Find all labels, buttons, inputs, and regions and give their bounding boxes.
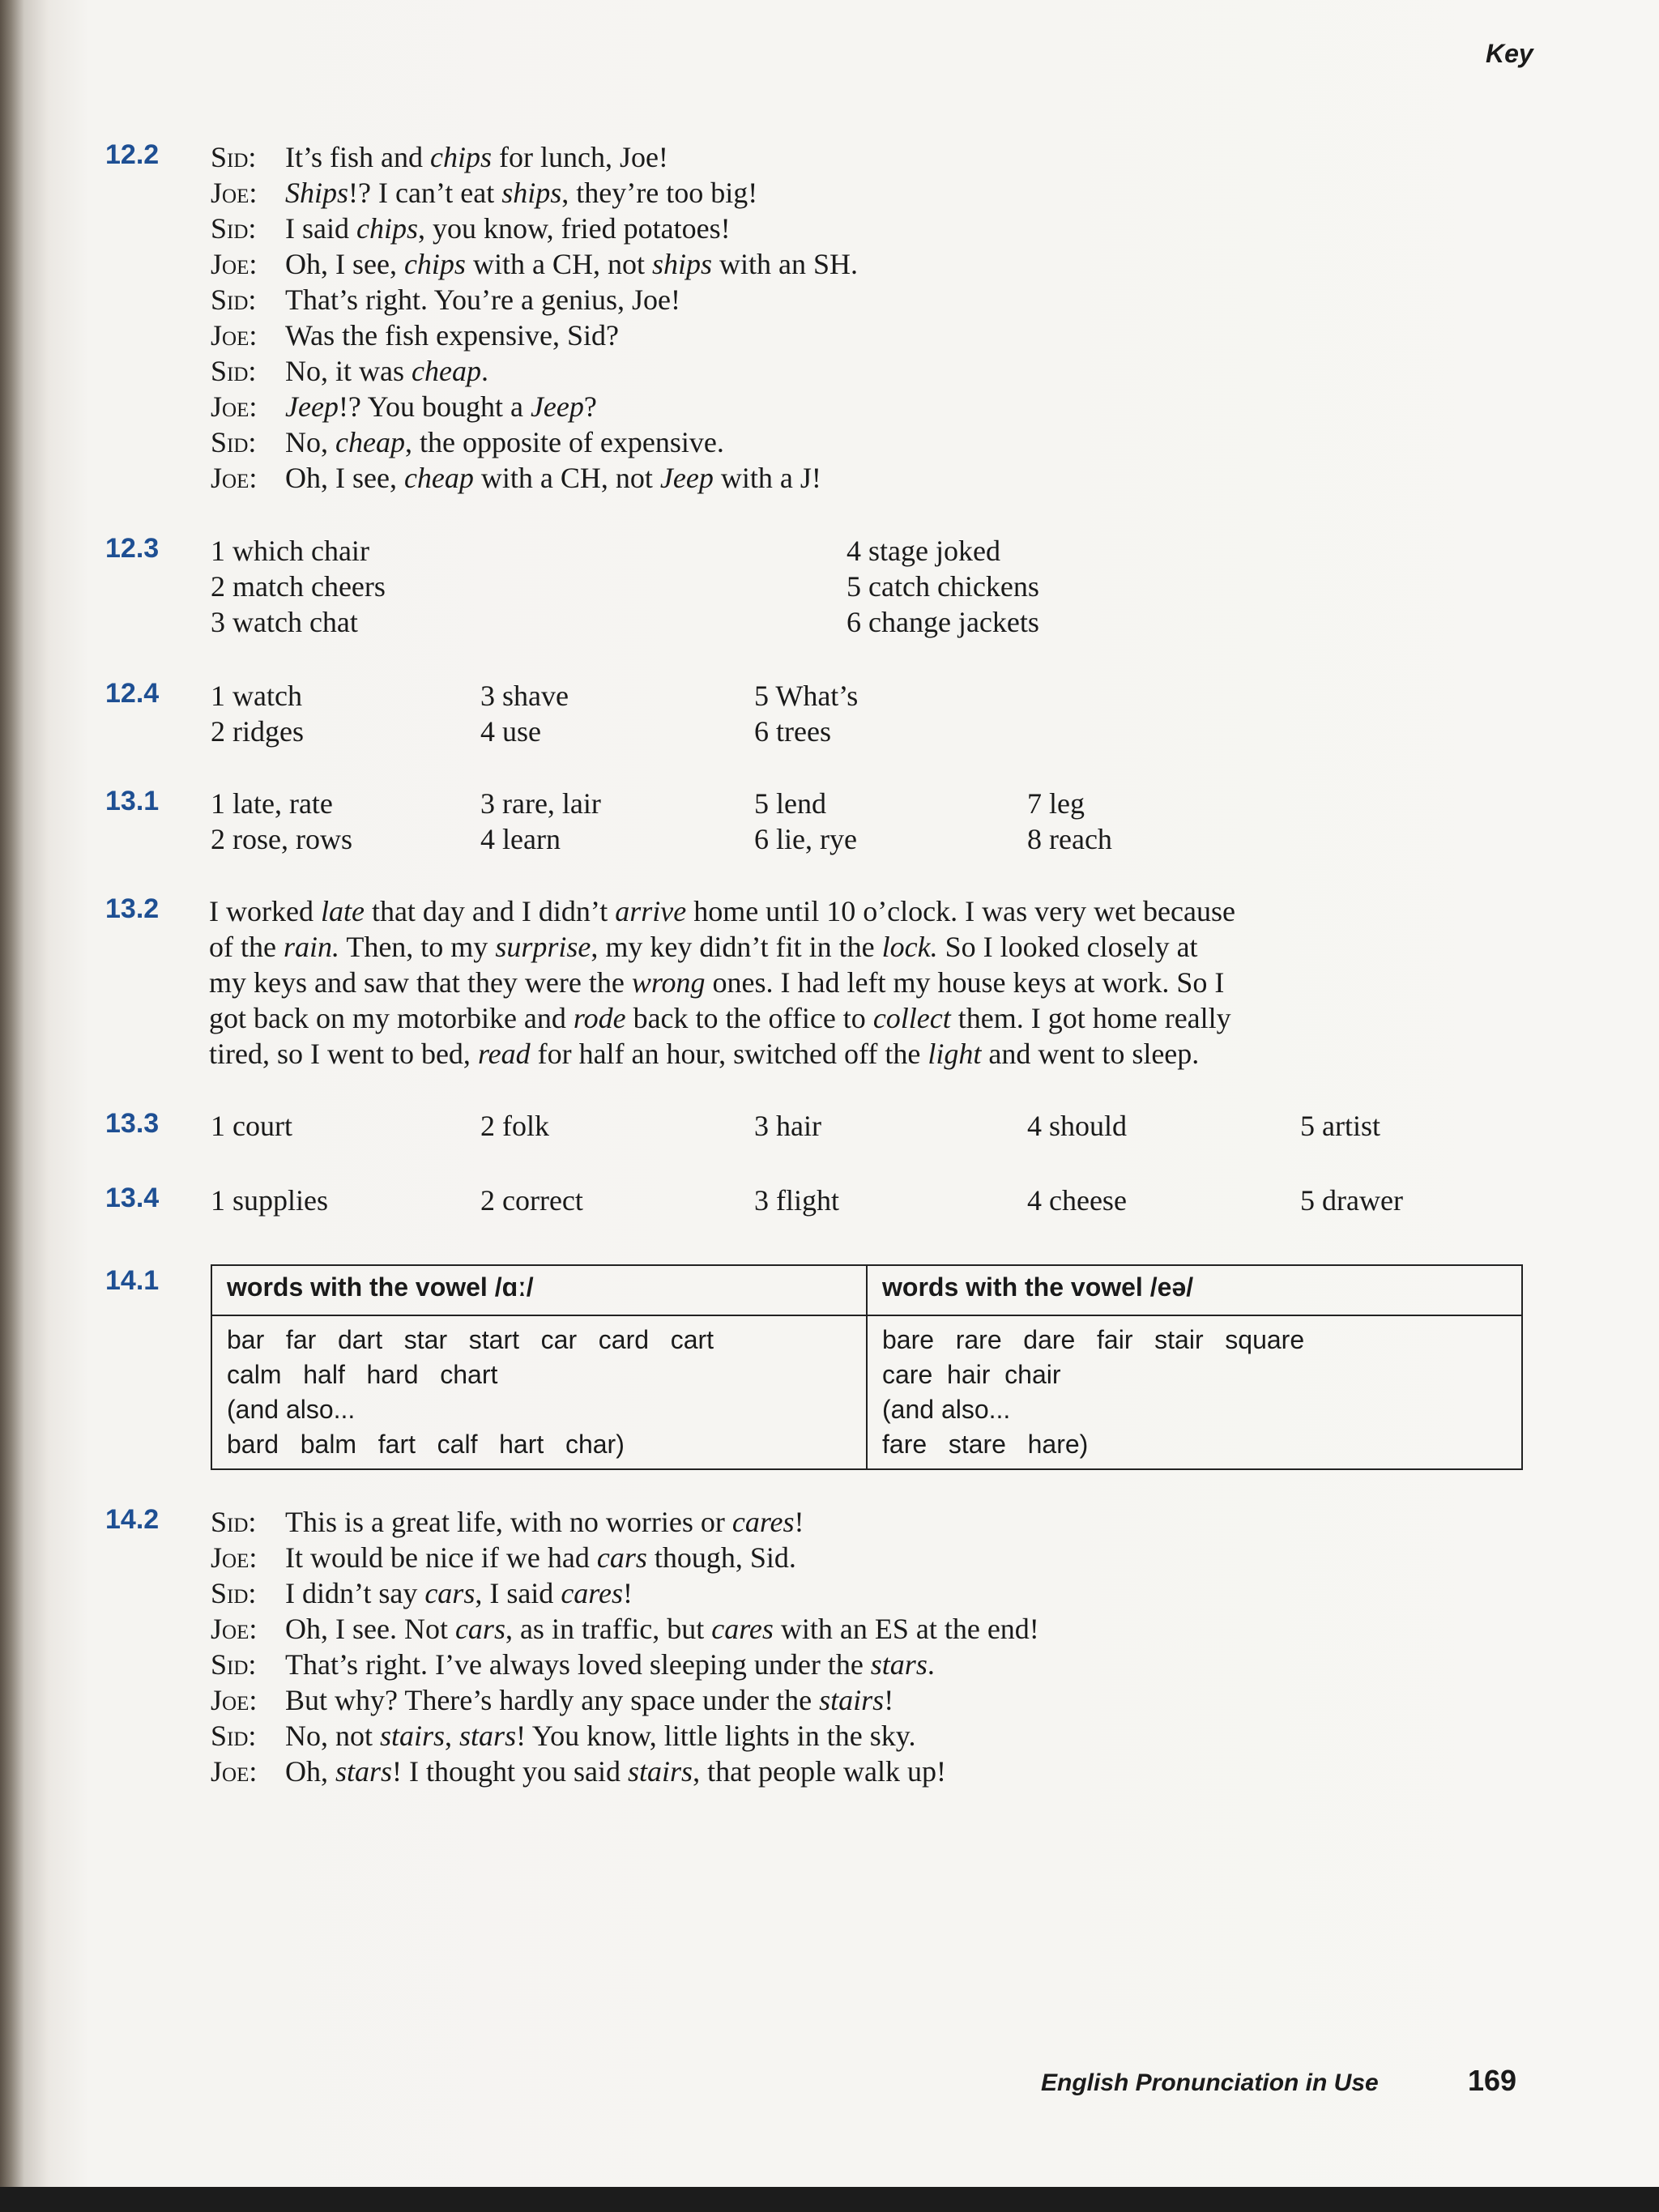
dialogue-line [211, 389, 597, 424]
paragraph-line [209, 893, 1424, 929]
answer-13-4-3: 3 flight [754, 1184, 839, 1217]
page-number: 169 [1468, 2064, 1517, 2097]
italic-word: wrong [631, 966, 706, 999]
italic-word: Jeep [530, 390, 584, 423]
text-run: with a J! [713, 462, 821, 494]
vowel-a-row-2: calm half hard chart [227, 1360, 498, 1389]
italic-word: stars [335, 1755, 393, 1788]
italic-word: stars [870, 1648, 928, 1681]
section-number-12-2: 12.2 [105, 139, 160, 170]
text-run: It’s fish and [285, 141, 430, 173]
italic-word: ships [501, 177, 562, 209]
text-run: that day and I didn’t [364, 895, 616, 927]
dialogue-line [211, 318, 619, 353]
text-run: got back on my motorbike and [209, 1002, 574, 1034]
dialogue-line [211, 353, 488, 389]
answer-12-4-3: 3 shave [480, 680, 569, 712]
answer-13-1-6: 6 lie, rye [754, 823, 857, 855]
speaker-label: Sid: [211, 212, 257, 245]
answer-13-3-5: 5 artist [1300, 1110, 1380, 1142]
italic-word: rode [573, 1002, 626, 1034]
dialogue-line [211, 211, 731, 246]
vowel-a-row-3: (and also... [227, 1395, 356, 1424]
answer-13-4-5: 5 drawer [1300, 1184, 1403, 1217]
speaker-label: Joe: [211, 1755, 258, 1788]
text-run: , they’re too big! [561, 177, 758, 209]
answer-13-3-2: 2 folk [480, 1110, 549, 1142]
text-run: Oh, [285, 1755, 335, 1788]
text-run: , the opposite of expensive. [404, 426, 724, 458]
speaker-label: Joe: [211, 1541, 258, 1574]
text-run: for lunch, Joe! [491, 141, 668, 173]
paragraph-line [209, 1036, 1424, 1072]
text-run: for half an hour, switched off the [530, 1038, 928, 1070]
text-run: my keys and saw that they were the [209, 966, 632, 999]
text-run: Oh, I see, [285, 462, 404, 494]
italic-word: rain. [283, 931, 339, 963]
text-run: I worked [209, 895, 321, 927]
text-run: ! [884, 1684, 894, 1716]
italic-word: Jeep [659, 462, 714, 494]
text-run: , as in traffic, but [505, 1613, 712, 1645]
answer-12-4-6: 6 trees [754, 715, 831, 748]
text-run: ones. I had left my house keys at work. So I [705, 966, 1225, 999]
dialogue-line [211, 282, 680, 318]
answer-12-4-4: 4 use [480, 715, 541, 748]
text-run: with a CH, not [465, 248, 652, 280]
speaker-label: Sid: [211, 1577, 257, 1609]
section-number-12-4: 12.4 [105, 678, 160, 709]
answer-13-1-8: 8 reach [1027, 823, 1112, 855]
text-run: This is a great life, with no worries or [285, 1506, 732, 1538]
text-run: them. I got home really [950, 1002, 1231, 1034]
vowel-ea-row-2: care hair chair [882, 1360, 1061, 1389]
italic-word: cars [454, 1613, 505, 1645]
text-run: , that people walk up! [693, 1755, 946, 1788]
answer-12-4-1: 1 watch [211, 680, 302, 712]
dialogue-line [211, 246, 858, 282]
speaker-label: Joe: [211, 177, 258, 209]
text-run: . [927, 1648, 935, 1681]
answer-12-3-5: 5 catch chickens [847, 570, 1039, 603]
speaker-label: Sid: [211, 283, 257, 316]
dialogue-line [211, 1718, 915, 1754]
text-run: , [445, 1720, 460, 1752]
dialogue-line [211, 1540, 796, 1575]
answer-13-3-4: 4 should [1027, 1110, 1128, 1142]
text-run: home until 10 o’clock. I was very wet because [686, 895, 1235, 927]
speaker-label: Sid: [211, 1720, 257, 1752]
italic-word: read [477, 1038, 531, 1070]
vowel-table-header-ea: words with the vowel /eə/ [867, 1265, 1522, 1315]
answer-13-3-3: 3 hair [754, 1110, 821, 1142]
page-bottom-edge [0, 2187, 1659, 2212]
italic-word: chips [403, 248, 466, 280]
vowel-ea-row-1: bare rare dare fair stair square [882, 1325, 1305, 1354]
answer-13-1-7: 7 leg [1027, 787, 1085, 820]
paragraph-line [209, 929, 1424, 965]
vowel-table [211, 1264, 1523, 1470]
section-number-13-1: 13.1 [105, 786, 160, 816]
speaker-label: Sid: [211, 141, 257, 173]
section-number-13-4: 13.4 [105, 1183, 160, 1213]
dialogue-line [211, 424, 724, 460]
section-number-13-2: 13.2 [105, 893, 160, 924]
text-run: with an ES at the end! [773, 1613, 1039, 1645]
text-run: of the [209, 931, 284, 963]
italic-word: cares [731, 1506, 795, 1538]
text-run: with an SH. [711, 248, 858, 280]
text-run: No, [285, 426, 335, 458]
dialogue-line [211, 1611, 1039, 1647]
italic-word: stairs [628, 1755, 693, 1788]
section-number-12-3: 12.3 [105, 533, 160, 564]
answer-12-3-1: 1 which chair [211, 535, 369, 567]
italic-word: cheap [335, 426, 405, 458]
italic-word: cheap [403, 462, 474, 494]
dialogue-line [211, 175, 757, 211]
speaker-label: Sid: [211, 1506, 257, 1538]
italic-word: light [928, 1038, 982, 1070]
answer-12-3-3: 3 watch chat [211, 606, 358, 638]
text-run: No, it was [285, 355, 412, 387]
italic-word: arrive [615, 895, 687, 927]
italic-word: surprise [495, 931, 591, 963]
answer-13-1-3: 3 rare, lair [480, 787, 601, 820]
text-run: !? I can’t eat [348, 177, 502, 209]
italic-word: stairs [380, 1720, 446, 1752]
text-run: tired, so I went to bed, [209, 1038, 478, 1070]
text-run: Then, to my [339, 931, 496, 963]
vowel-table-cell-ea [867, 1315, 1522, 1469]
answer-13-1-4: 4 learn [480, 823, 561, 855]
vowel-a-row-1: bar far dart star start car card cart [227, 1325, 714, 1354]
text-run: That’s right. You’re a genius, Joe! [285, 283, 680, 316]
text-run: No, not [285, 1720, 380, 1752]
speaker-label: Joe: [211, 1684, 258, 1716]
speaker-label: Joe: [211, 319, 258, 352]
dialogue-line [211, 1682, 893, 1718]
text-run: though, Sid. [646, 1541, 796, 1574]
italic-word: stars [459, 1720, 517, 1752]
answer-12-3-6: 6 change jackets [847, 606, 1039, 638]
answer-13-4-4: 4 cheese [1027, 1184, 1127, 1217]
text-run: ? [583, 390, 597, 423]
text-run: ! You know, little lights in the sky. [516, 1720, 916, 1752]
answer-13-3-1: 1 court [211, 1110, 292, 1142]
italic-word: chips [356, 212, 418, 245]
text-run: Oh, I see, [285, 248, 404, 280]
text-run: Was the fish expensive, Sid? [285, 319, 620, 352]
text-run: ! I thought you said [392, 1755, 629, 1788]
vowel-table-header-a: words with the vowel /ɑː/ [211, 1265, 867, 1315]
answer-13-4-2: 2 correct [480, 1184, 583, 1217]
vowel-a-row-4: bard balm fart calf hart char) [227, 1430, 625, 1459]
text-run: I said [285, 212, 356, 245]
text-run: But why? There’s hardly any space under the [285, 1684, 820, 1716]
italic-word: late [320, 895, 365, 927]
italic-word: cares [561, 1577, 623, 1609]
text-run: , I said [475, 1577, 561, 1609]
section-number-13-3: 13.3 [105, 1108, 160, 1139]
text-run: !? You bought a [338, 390, 531, 423]
answer-12-4-2: 2 ridges [211, 715, 304, 748]
answer-13-1-1: 1 late, rate [211, 787, 333, 820]
italic-word: ships [651, 248, 712, 280]
dialogue-line [211, 1575, 633, 1611]
text-run: ! [794, 1506, 804, 1538]
paragraph-line [209, 965, 1424, 1000]
text-run: , my key didn’t fit in the [591, 931, 882, 963]
speaker-label: Joe: [211, 390, 258, 423]
dialogue-line [211, 1504, 804, 1540]
italic-word: Jeep [285, 390, 339, 423]
speaker-label: Sid: [211, 426, 257, 458]
answer-13-1-5: 5 lend [754, 787, 826, 820]
answer-12-4-5: 5 What’s [754, 680, 859, 712]
section-number-14-2: 14.2 [105, 1504, 160, 1535]
text-run: ! [622, 1577, 633, 1609]
dialogue-line [211, 460, 821, 496]
italic-word: collect [872, 1002, 951, 1034]
dialogue-line [211, 1647, 935, 1682]
key-label: Key [1486, 39, 1533, 68]
answer-12-3-2: 2 match cheers [211, 570, 386, 603]
text-run: Oh, I see. Not [285, 1613, 455, 1645]
paragraph-13-2 [209, 893, 1424, 1072]
text-run: and went to sleep. [981, 1038, 1200, 1070]
book-title: English Pronunciation in Use [1041, 2069, 1379, 2096]
text-run: That’s right. I’ve always loved sleeping under the [285, 1648, 871, 1681]
answer-13-1-2: 2 rose, rows [211, 823, 352, 855]
italic-word: lock. [881, 931, 938, 963]
italic-word: cars [596, 1541, 647, 1574]
text-run: It would be nice if we had [285, 1541, 597, 1574]
dialogue-line [211, 139, 668, 175]
text-run: with a CH, not [473, 462, 660, 494]
speaker-label: Sid: [211, 355, 257, 387]
text-run: . [480, 355, 488, 387]
speaker-label: Sid: [211, 1648, 257, 1681]
vowel-table-cell-a [211, 1315, 867, 1469]
text-run: back to the office to [625, 1002, 873, 1034]
dialogue-line [211, 1754, 946, 1789]
speaker-label: Joe: [211, 1613, 258, 1645]
vowel-ea-row-4: fare stare hare) [882, 1430, 1089, 1459]
italic-word: chips [429, 141, 492, 173]
italic-word: stairs [819, 1684, 885, 1716]
section-number-14-1: 14.1 [105, 1265, 160, 1296]
italic-word: cheap [412, 355, 481, 387]
paragraph-line [209, 1000, 1424, 1036]
text-run: I didn’t say [285, 1577, 425, 1609]
text-run: , you know, fried potatoes! [417, 212, 731, 245]
speaker-label: Joe: [211, 462, 258, 494]
text-run: So I looked closely at [937, 931, 1198, 963]
speaker-label: Joe: [211, 248, 258, 280]
italic-word: Ships [285, 177, 349, 209]
answer-13-4-1: 1 supplies [211, 1184, 329, 1217]
italic-word: cares [711, 1613, 774, 1645]
answer-12-3-4: 4 stage joked [847, 535, 1000, 567]
italic-word: cars [424, 1577, 476, 1609]
vowel-ea-row-3: (and also... [882, 1395, 1011, 1424]
